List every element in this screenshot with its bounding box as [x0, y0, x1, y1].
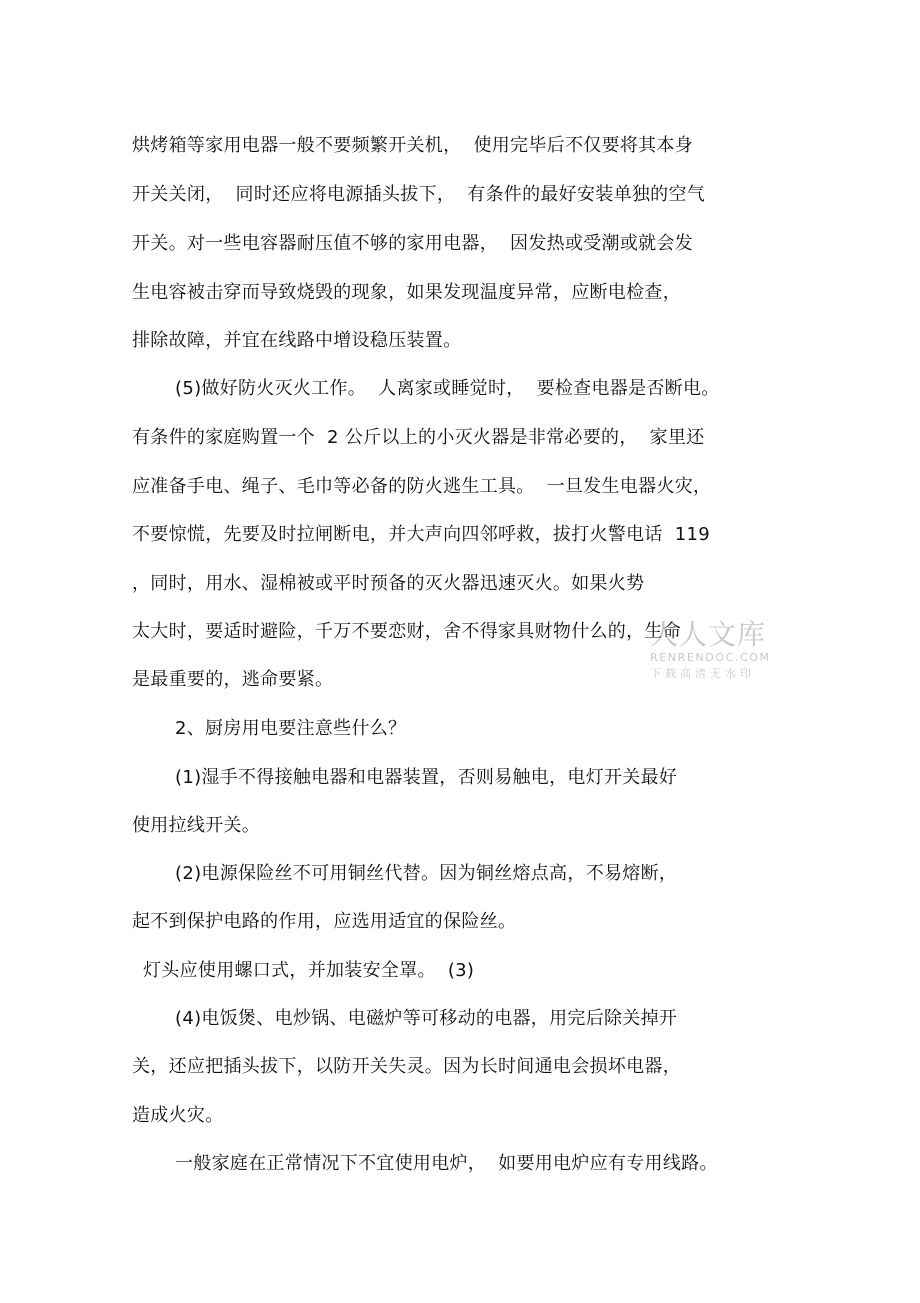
text-line: 起不到保护电路的作用，应选用适宜的保险丝。	[132, 911, 517, 932]
text-line: 开关。对一些电容器耐压值不够的家用电器， 因发热或受潮或就会发	[132, 233, 694, 254]
text-line: 一般家庭在正常情况下不宜使用电炉， 如要用电炉应有专用线路。	[175, 1153, 718, 1174]
section-heading: 2、厨房用电要注意些什么？	[175, 718, 407, 739]
text-line: 使用拉线开关。	[132, 815, 261, 836]
text-line: 应准备手电、绳子、毛巾等必备的防火逃生工具。 一旦发生电器火灾，	[132, 476, 712, 497]
watermark-domain: RENRENDOC.COM	[650, 651, 771, 664]
watermark-logo: 人人文库	[650, 618, 767, 651]
text-line: 生电容被击穿而导致烧毁的现象，如果发现温度异常，应断电检查，	[132, 282, 681, 303]
text-line: (1)湿手不得接触电器和电器装置，否则易触电，电灯开关最好	[175, 767, 678, 788]
text-line: 烘烤箱等家用电器一般不要频繁开关机， 使用完毕后不仅要将其本身	[132, 135, 694, 156]
text-line: 灯头应使用螺口式，并加装安全罩。 (3)	[143, 960, 475, 981]
text-line: (5)做好防火灭火工作。 人离家或睡觉时， 要检查电器是否断电。	[175, 378, 720, 399]
text-line: 是最重要的，逃命要紧。	[132, 669, 334, 690]
text-line: 不要惊慌，先要及时拉闸断电，并大声向四邻呼救，拔打火警电话 119	[132, 524, 710, 545]
text-line: (2)电源保险丝不可用铜丝代替。因为铜丝熔点高，不易熔断，	[175, 863, 678, 884]
text-line: 开关关闭， 同时还应将电源插头拔下， 有条件的最好安装单独的空气	[132, 184, 706, 205]
watermark-tagline: 下载高清无水印	[650, 667, 755, 680]
text-line: 有条件的家庭购置一个 2 公斤以上的小灭火器是非常必要的， 家里还	[132, 427, 705, 448]
text-line: 排除故障，并宜在线路中增设稳压装置。	[132, 330, 462, 351]
watermark	[648, 618, 778, 684]
text-line: ，同时，用水、湿棉被或平时预备的灭火器迅速灭火。如果火势	[132, 573, 645, 594]
text-line: 太大时，要适时避险，千万不要恋财，舍不得家具财物什么的，生命	[132, 621, 681, 642]
text-line: 造成火灾。	[132, 1105, 224, 1126]
text-line: (4)电饭煲、电炒锅、电磁炉等可移动的电器，用完后除关掉开	[175, 1008, 678, 1029]
text-line: 关，还应把插头拔下，以防开关失灵。因为长时间通电会损坏电器，	[132, 1056, 681, 1077]
